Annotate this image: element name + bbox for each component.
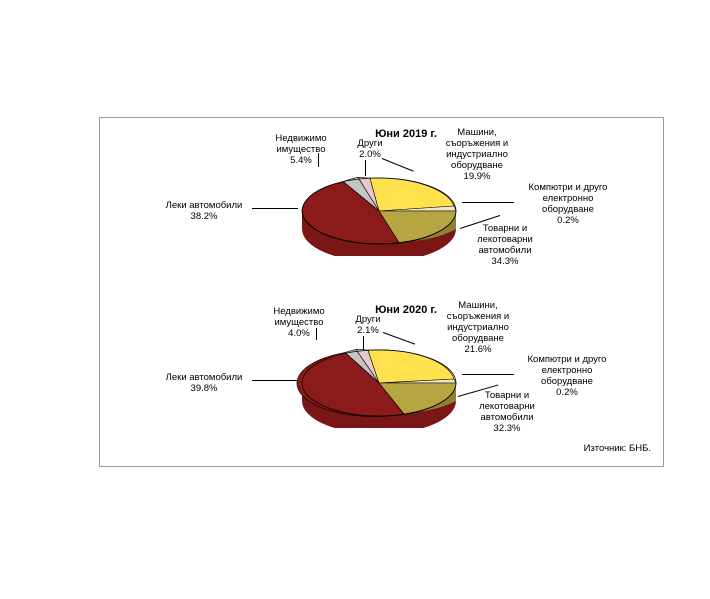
label-value: 2.0% [359,149,381,160]
label-line: лекотоварни [477,234,533,245]
label-line: оборудване [541,376,593,387]
label-line: автомобили [480,412,534,423]
chart-title-2019: Юни 2019 г. [375,128,437,140]
label-line: Машини, [458,300,498,311]
label-leki-avtomobili-2019 [152,200,256,222]
label-tovarni-2020 [452,390,562,434]
pie-chart-2020 [100,292,663,466]
label-line: Машини, [457,127,497,138]
label-line: Леки автомобили [165,372,243,383]
chart-frame [99,117,664,467]
label-line: Компютри и друго [527,354,607,365]
label-leki-avtomobili-2020 [152,372,256,394]
label-line: индустриално [446,149,508,160]
label-value: 32.3% [493,423,521,434]
label-line: Недвижимо [273,306,325,317]
label-line: имущество [274,317,324,328]
label-drugi-2020 [338,314,398,336]
label-line: автомобили [478,245,532,256]
leader-line [363,336,364,350]
label-nedvizhimo-imushtestvo-2020 [254,306,344,339]
label-line: Компютри и друго [528,182,608,193]
label-line: Товарни и [482,223,528,234]
leader-line [252,380,298,381]
label-value: 2.1% [357,325,379,336]
label-mashini-2019 [422,127,532,182]
label-value: 19.9% [463,171,491,182]
source-note: Източник: БНБ. [583,443,651,454]
label-line: съоръжения и [445,138,509,149]
label-kompyutri-2019 [500,182,636,226]
label-value: 21.6% [464,344,492,355]
label-line: Товарни и [484,390,530,401]
label-line: електронно [541,365,593,376]
label-value: 39.8% [190,383,218,394]
label-tovarni-2019 [450,223,560,267]
label-line: лекотоварни [479,401,535,412]
label-line: оборудване [452,333,504,344]
label-value: 38.2% [190,211,218,222]
label-line: имущество [276,144,326,155]
label-line: съоръжения и [446,311,510,322]
label-mashini-2020 [422,300,534,355]
label-line: оборудване [451,160,503,171]
label-value: 5.4% [290,155,312,166]
label-value: 0.2% [557,215,579,226]
label-value: 4.0% [288,328,310,339]
label-line: електронно [542,193,594,204]
chart-title-2020: Юни 2020 г. [375,304,437,316]
label-line: Леки автомобили [165,200,243,211]
pie-chart-2019 [100,118,663,292]
leader-line [365,160,366,176]
label-line: оборудване [542,204,594,215]
label-drugi-2019 [340,138,400,160]
label-line: Други [355,314,381,325]
label-line: Други [357,138,383,149]
label-line: Недвижимо [275,133,327,144]
label-value: 34.3% [491,256,519,267]
label-line: индустриално [447,322,509,333]
label-nedvizhimo-imushtestvo-2019 [256,133,346,166]
leader-line [252,208,298,209]
label-value: 0.2% [556,387,578,398]
